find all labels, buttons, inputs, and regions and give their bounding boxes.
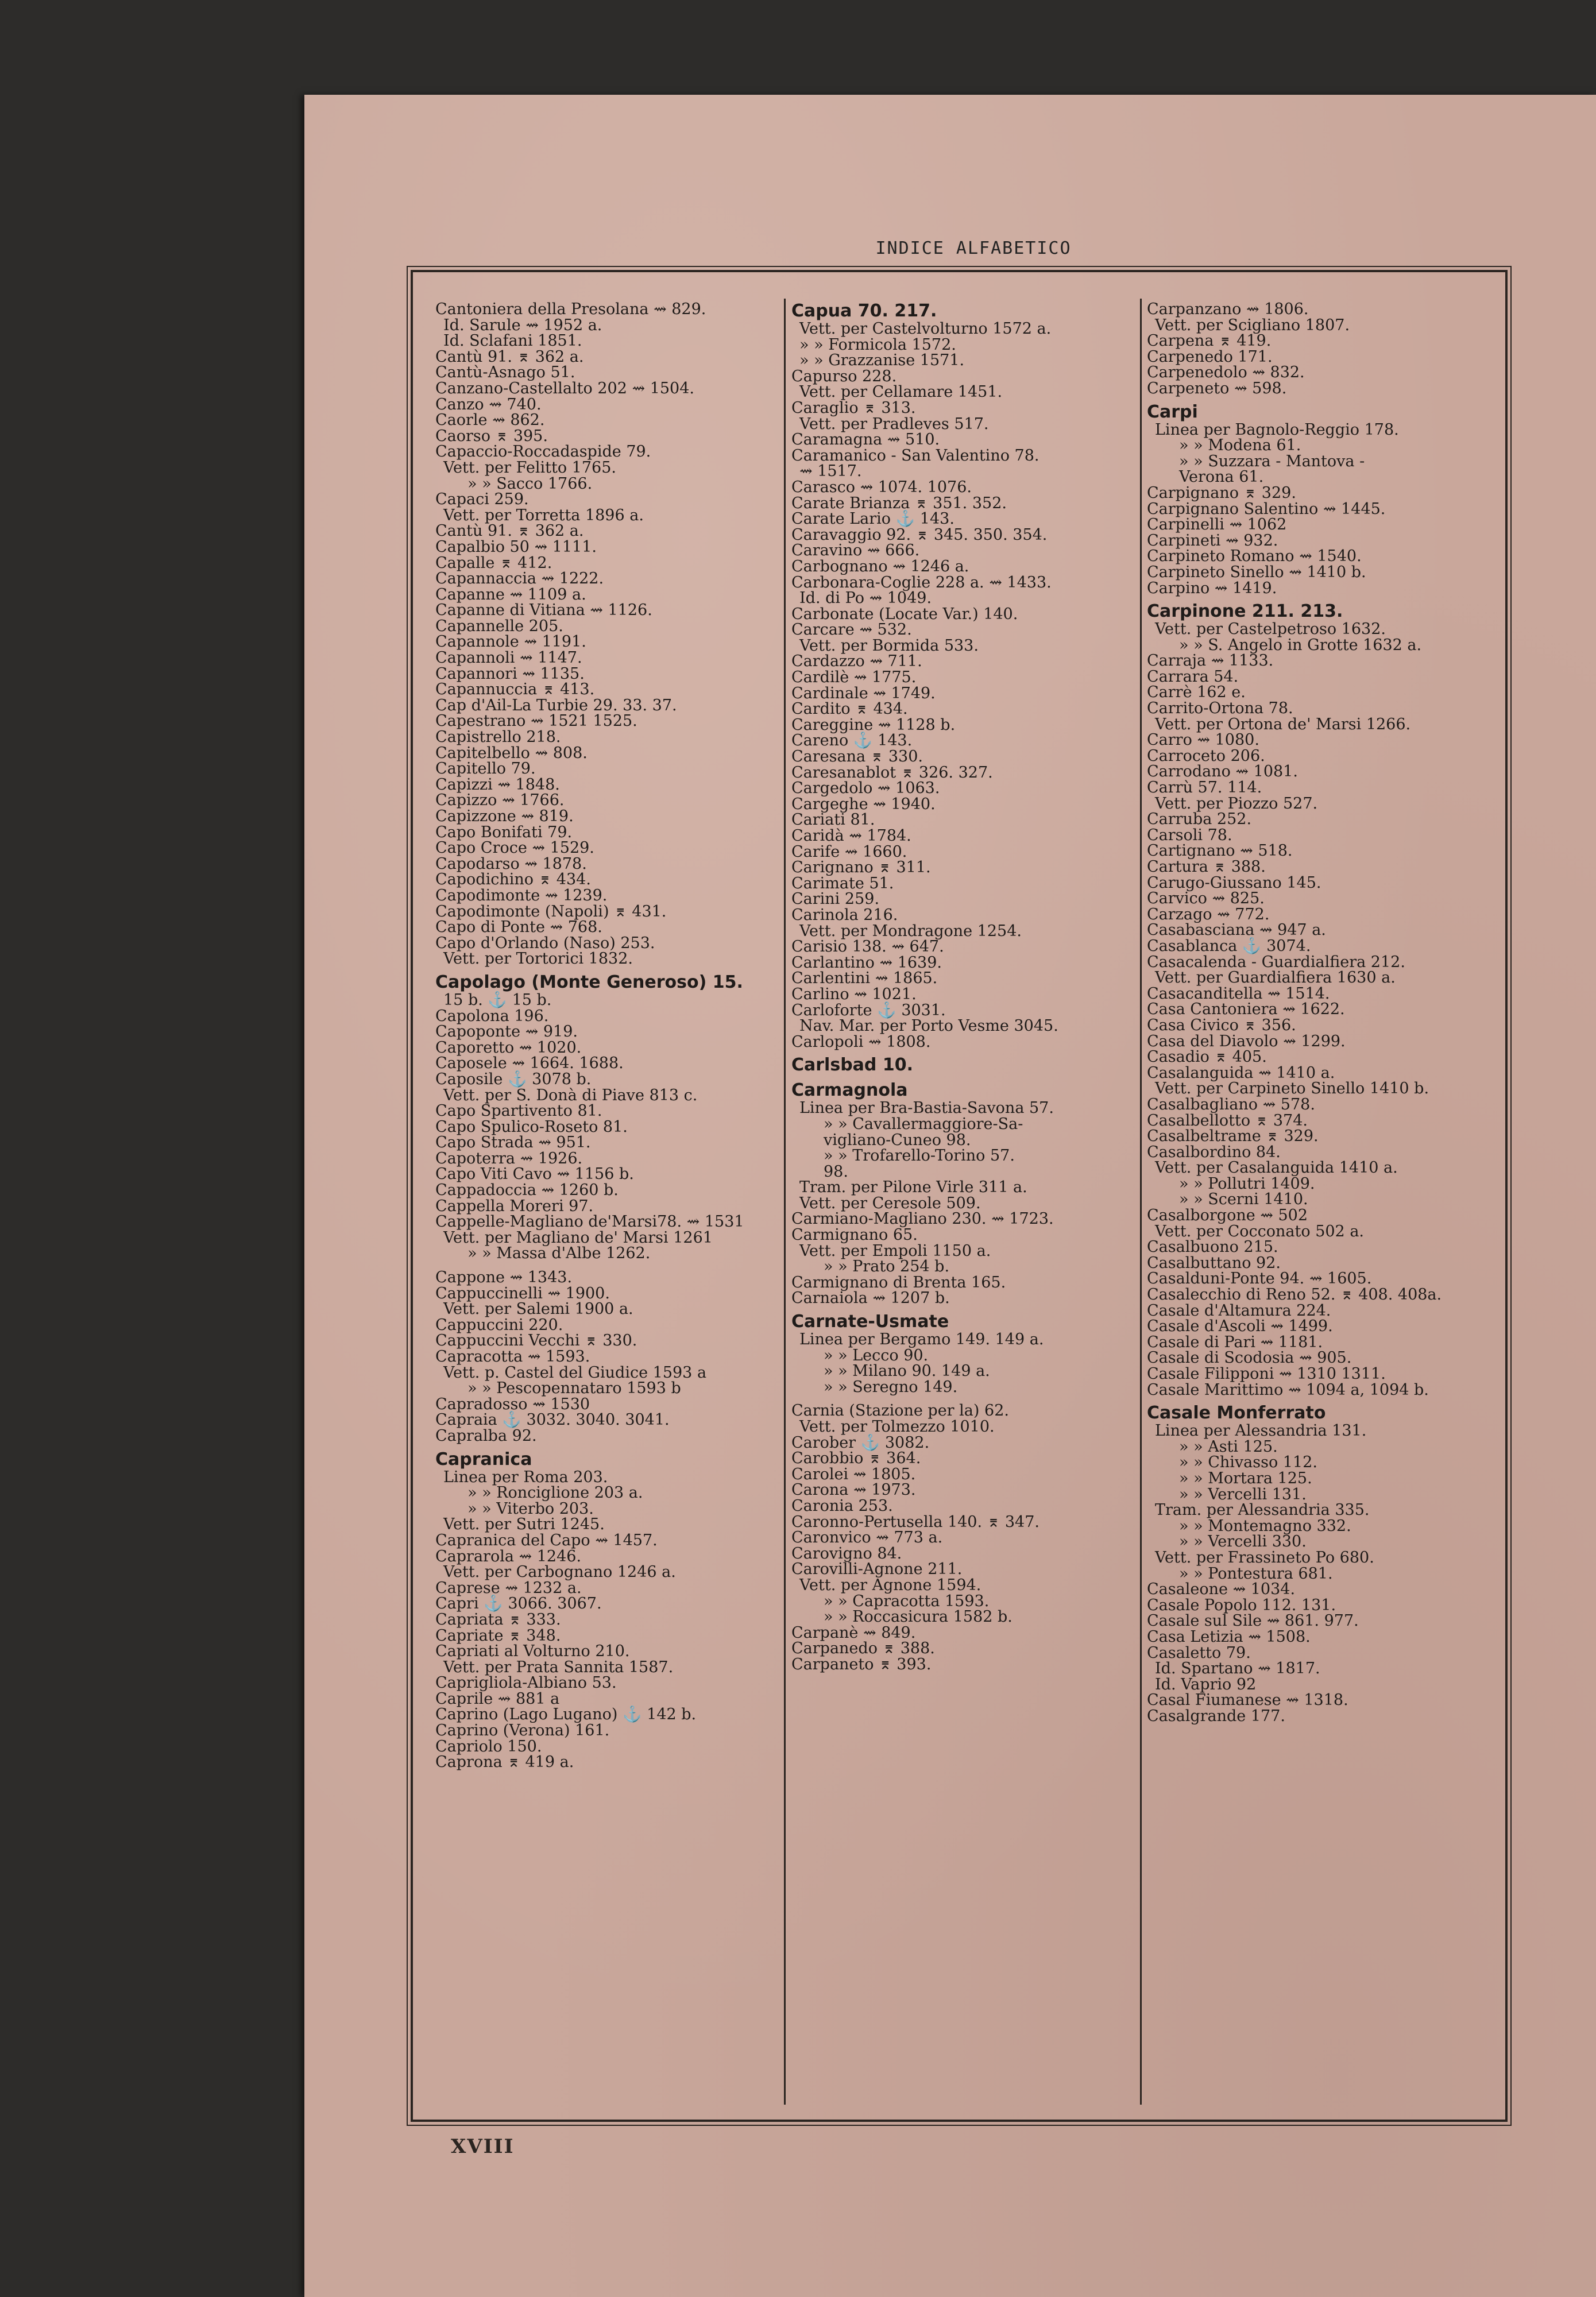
index-entry: Carpinelli ⇝ 1062 [1147, 516, 1287, 534]
index-entry: Casalborgone ⇝ 502 [1147, 1206, 1308, 1225]
index-entry: 98. [824, 1162, 848, 1181]
index-entry: » » Capracotta 1593. [824, 1592, 990, 1610]
index-entry: Carruba 252. [1147, 810, 1252, 829]
index-entry: Capoterra ⇝ 1926. [435, 1149, 583, 1167]
index-entry: Caprona ⌆ 419 a. [435, 1753, 574, 1772]
index-entry: Cardilè ⇝ 1775. [791, 668, 917, 687]
index-entry: Carbognano ⇝ 1246 a. [791, 557, 969, 575]
index-entry: Cardazzo ⇝ 711. [791, 652, 922, 671]
index-entry: » » S. Angelo in Grotte 1632 a. [1179, 636, 1422, 654]
index-entry: Vett. per Guardialfiera 1630 a. [1155, 969, 1396, 987]
index-entry: Carrara 54. [1147, 667, 1239, 686]
index-entry: Caronno-Pertusella 140. ⌆ 347. [791, 1513, 1039, 1531]
index-heading: Carnate-Usmate [791, 1312, 949, 1332]
index-entry: Carini 259. [791, 890, 880, 908]
index-entry: Carpeneto ⇝ 598. [1147, 379, 1287, 397]
index-entry: Capitelbello ⇝ 808. [435, 744, 588, 762]
index-entry: Capitello 79. [435, 760, 536, 778]
index-entry: Carrù 57. 114. [1147, 779, 1262, 797]
index-entry: Cantù 91. ⌆ 362 a. [435, 522, 584, 540]
index-entry: Capodimonte ⇝ 1239. [435, 886, 608, 904]
index-entry: Carlentini ⇝ 1865. [791, 969, 938, 988]
index-entry: Carinola 216. [791, 906, 898, 924]
index-entry: Id. di Po ⇝ 1049. [799, 589, 932, 608]
index-entry: Cap d'Ail-La Turbie 29. 33. 37. [435, 696, 677, 714]
index-entry: Carovilli-Agnone 211. [791, 1560, 963, 1579]
index-entry: Casale d'Ascoli ⇝ 1499. [1147, 1317, 1333, 1336]
index-entry: » » Grazzanise 1571. [799, 351, 965, 370]
index-entry: Carbonara-Coglie 228 a. ⇝ 1433. [791, 573, 1052, 591]
index-entry: Casale sul Sile ⇝ 861. 977. [1147, 1612, 1359, 1630]
index-entry: Careggine ⇝ 1128 b. [791, 716, 956, 734]
index-entry: Carpanè ⇝ 849. [791, 1623, 916, 1642]
index-entry: Vett. per Cocconato 502 a. [1155, 1222, 1364, 1240]
index-entry: Capaci 259. [435, 490, 529, 509]
index-entry: Vett. per Piozzo 527. [1155, 794, 1318, 813]
index-entry: » » Formicola 1572. [799, 335, 956, 354]
index-entry: » » Pollutri 1409. [1179, 1174, 1315, 1193]
index-entry: Capo di Ponte ⇝ 768. [435, 918, 602, 937]
index-entry: » » Pontestura 681. [1179, 1564, 1333, 1583]
index-entry: Linea per Bergamo 149. 149 a. [799, 1331, 1044, 1349]
index-entry: Cantù-Asnago 51. [435, 364, 575, 382]
index-entry: Vett. per Scigliano 1807. [1155, 316, 1350, 334]
index-entry: Casalduni-Ponte 94. ⇝ 1605. [1147, 1270, 1372, 1288]
index-entry: Canzo ⇝ 740. [435, 395, 542, 413]
index-entry: Capaccio-Roccadaspide 79. [435, 443, 651, 461]
index-entry: Caprino (Lago Lugano) ⚓ 142 b. [435, 1706, 697, 1724]
index-column-1 [435, 301, 780, 1770]
index-entry: Linea per Alessandria 131. [1155, 1422, 1367, 1440]
column-divider [1140, 299, 1142, 2105]
index-entry: Capriata ⌆ 333. [435, 1610, 561, 1629]
index-entry: Carpanzano ⇝ 1806. [1147, 300, 1309, 318]
index-entry: Cappadoccia ⇝ 1260 b. [435, 1181, 619, 1200]
index-entry: » » Montemagno 332. [1179, 1517, 1351, 1535]
index-entry: Cargeghe ⇝ 1940. [791, 795, 936, 813]
index-entry: Capriati al Volturno 210. [435, 1642, 630, 1661]
index-entry: » » Chivasso 112. [1179, 1453, 1317, 1472]
index-entry: Casalanguida ⇝ 1410 a. [1147, 1064, 1335, 1082]
index-entry: Casabasciana ⇝ 947 a. [1147, 921, 1326, 939]
index-entry: Caprese ⇝ 1232 a. [435, 1579, 582, 1597]
index-entry: Caposile ⚓ 3078 b. [435, 1070, 592, 1088]
index-entry: Carlopoli ⇝ 1808. [791, 1033, 931, 1051]
index-entry: Cappuccini Vecchi ⌆ 330. [435, 1332, 637, 1350]
index-entry: Carpignano ⌆ 329. [1147, 484, 1296, 502]
index-entry: Casale d'Altamura 224. [1147, 1301, 1331, 1320]
index-entry: Carona ⇝ 1973. [791, 1481, 916, 1499]
index-heading: Carlsbad 10. [791, 1055, 913, 1076]
index-entry: Carife ⇝ 1660. [791, 842, 907, 861]
index-entry: Capo Viti Cavo ⇝ 1156 b. [435, 1165, 634, 1184]
index-entry: » » Seregno 149. [824, 1378, 958, 1396]
index-entry: Carate Brianza ⌆ 351. 352. [791, 494, 1007, 512]
index-entry: Casa Civico ⌆ 356. [1147, 1016, 1296, 1034]
index-entry: Carpineto Romano ⇝ 1540. [1147, 547, 1362, 566]
index-entry: Vett. per Pradleves 517. [799, 415, 989, 433]
index-entry: Vett. per Castelvolturno 1572 a. [799, 320, 1052, 338]
index-entry: Vett. per Frassineto Po 680. [1155, 1548, 1374, 1567]
index-entry: Verona 61. [1179, 468, 1264, 486]
index-entry: » » Scerni 1410. [1179, 1190, 1308, 1209]
index-entry: Capanne ⇝ 1109 a. [435, 585, 586, 604]
index-entry: Vett. per Ceresole 509. [799, 1194, 981, 1212]
index-entry: Capannoli ⇝ 1147. [435, 649, 582, 667]
index-entry: Capistrello 218. [435, 728, 561, 747]
index-entry: Casalbagliano ⇝ 578. [1147, 1095, 1315, 1113]
index-entry: Capodarso ⇝ 1878. [435, 854, 587, 873]
index-entry: 15 b. ⚓ 15 b. [443, 991, 552, 1009]
index-entry: Capannole ⇝ 1191. [435, 633, 586, 651]
index-entry: Carlino ⇝ 1021. [791, 985, 917, 1003]
index-entry: Capizzi ⇝ 1848. [435, 775, 560, 794]
index-entry: Capalbio 50 ⇝ 1111. [435, 537, 597, 556]
index-entry: Carnia (Stazione per la) 62. [791, 1402, 1009, 1420]
index-entry: Carpignano Salentino ⇝ 1445. [1147, 500, 1386, 518]
index-entry: Capo Bonifati 79. [435, 823, 573, 841]
index-entry: Vett. per Mondragone 1254. [799, 922, 1022, 940]
index-entry: Capannori ⇝ 1135. [435, 664, 585, 683]
index-entry: Vett. p. Castel del Giudice 1593 a [443, 1363, 707, 1382]
index-entry: Caronia 253. [791, 1496, 893, 1515]
index-entry: Carmignano 65. [791, 1226, 918, 1244]
index-heading: Casale Monferrato [1147, 1403, 1326, 1424]
index-entry: Casaletto 79. [1147, 1644, 1251, 1662]
index-entry: Capo Spulico-Roseto 81. [435, 1117, 628, 1136]
index-entry: Vett. per Castelpetroso 1632. [1155, 620, 1386, 639]
index-entry: Vett. per Carbognano 1246 a. [443, 1563, 676, 1581]
index-entry: Vett. per Empoli 1150 a. [799, 1242, 991, 1260]
index-entry: Tram. per Alessandria 335. [1155, 1501, 1370, 1519]
index-entry: » » Trofarello-Torino 57. [824, 1147, 1015, 1165]
index-entry: Carcare ⇝ 532. [791, 621, 912, 639]
index-entry: Capralba 92. [435, 1426, 537, 1445]
column-divider [784, 299, 786, 2105]
index-entry: Carzago ⇝ 772. [1147, 905, 1270, 923]
index-entry: Carvico ⇝ 825. [1147, 890, 1265, 908]
index-entry: Carober ⚓ 3082. [791, 1433, 930, 1452]
page-header: INDICE ALFABETICO [875, 238, 1072, 258]
index-entry: Canzano-Castellalto 202 ⇝ 1504. [435, 379, 694, 397]
index-entry: Vett. per Salemi 1900 a. [443, 1300, 633, 1318]
index-entry: Carrodano ⇝ 1081. [1147, 763, 1298, 781]
index-entry: Careno ⚓ 143. [791, 732, 913, 750]
index-entry: Carrito-Ortona 78. [1147, 699, 1293, 718]
index-entry: Cargedolo ⇝ 1063. [791, 779, 940, 798]
index-entry: Caprile ⇝ 881 a [435, 1689, 560, 1708]
index-entry: Carlantino ⇝ 1639. [791, 953, 942, 972]
index-entry: » » Prato 254 b. [824, 1258, 950, 1276]
index-entry: Casaleone ⇝ 1034. [1147, 1580, 1296, 1599]
index-entry: Carimate 51. [791, 874, 894, 892]
index-entry: Casalbuono 215. [1147, 1238, 1278, 1256]
index-entry: Capo Spartivento 81. [435, 1102, 602, 1120]
index-entry: Cantoniera della Presolana ⇝ 829. [435, 300, 706, 318]
index-entry: Caravino ⇝ 666. [791, 542, 920, 560]
index-entry: Carobbio ⌆ 364. [791, 1449, 921, 1468]
index-entry: Capracotta ⇝ 1593. [435, 1348, 590, 1366]
index-entry: Capizzo ⇝ 1766. [435, 791, 565, 810]
index-entry: Caridà ⇝ 1784. [791, 827, 911, 845]
index-entry: Tram. per Pilone Virle 311 a. [799, 1178, 1027, 1197]
index-entry: Casadio ⌆ 405. [1147, 1048, 1267, 1066]
index-entry: Capranica del Capo ⇝ 1457. [435, 1531, 658, 1549]
index-entry: Vett. per Cellamare 1451. [799, 383, 1003, 401]
index-entry: Capriolo 150. [435, 1737, 542, 1755]
index-entry: Capalle ⌆ 412. [435, 554, 552, 572]
index-entry: Carolei ⇝ 1805. [791, 1465, 916, 1483]
index-entry: Carpaneto ⌆ 393. [791, 1655, 932, 1673]
index-entry: Id. Vaprio 92 [1155, 1675, 1257, 1693]
index-entry: » » Cavallermaggiore-Sa- [824, 1115, 1023, 1133]
index-entry: Casale di Pari ⇝ 1181. [1147, 1333, 1323, 1351]
index-entry: Casalecchio di Reno 52. ⌆ 408. 408a. [1147, 1286, 1442, 1304]
index-entry: Vett. per Torretta 1896 a. [443, 506, 644, 524]
index-entry: Capestrano ⇝ 1521 1525. [435, 712, 637, 730]
index-entry: Capodimonte (Napoli) ⌆ 431. [435, 902, 667, 921]
index-entry: Caposele ⇝ 1664. 1688. [435, 1054, 624, 1073]
index-entry: Casalbordino 84. [1147, 1143, 1281, 1161]
index-entry: Carbonate (Locate Var.) 140. [791, 605, 1018, 623]
index-entry: Carro ⇝ 1080. [1147, 731, 1259, 749]
index-entry: Caporetto ⇝ 1020. [435, 1038, 582, 1057]
page-number: XVIII [451, 2135, 515, 2158]
index-entry: Vett. per Bormida 533. [799, 636, 979, 655]
index-entry: Capolona 196. [435, 1007, 549, 1025]
index-entry: Carovigno 84. [791, 1544, 902, 1563]
index-heading: Carpinone 211. 213. [1147, 601, 1343, 622]
index-entry: » » Ronciglione 203 a. [467, 1484, 643, 1502]
index-entry: Casalbellotto ⌆ 374. [1147, 1111, 1308, 1130]
index-entry: Carpineto Sinello ⇝ 1410 b. [1147, 563, 1366, 581]
index-entry: Casale di Scodosia ⇝ 905. [1147, 1349, 1352, 1367]
index-entry: Capo Strada ⇝ 951. [435, 1134, 591, 1152]
index-entry: Caraglio ⌆ 313. [791, 399, 916, 417]
index-entry: » » Modena 61. [1179, 436, 1301, 455]
index-entry: Cardito ⌆ 434. [791, 700, 908, 718]
index-entry: Carsoli 78. [1147, 826, 1232, 844]
index-entry: » » Suzzara - Mantova - [1179, 452, 1365, 470]
index-entry: Cappella Moreri 97. [435, 1197, 594, 1215]
index-entry: » » Viterbo 203. [467, 1499, 594, 1518]
index-entry: » » Roccasicura 1582 b. [824, 1608, 1013, 1626]
index-entry: Vett. per Tolmezzo 1010. [799, 1418, 995, 1436]
index-entry: Capanne di Vitiana ⇝ 1126. [435, 601, 652, 620]
index-entry: Capraia ⚓ 3032. 3040. 3041. [435, 1411, 670, 1429]
index-entry: Linea per Bagnolo-Reggio 178. [1155, 420, 1399, 439]
index-entry: Casa Cantoniera ⇝ 1622. [1147, 1000, 1345, 1019]
index-entry: Capriate ⌆ 348. [435, 1626, 561, 1645]
index-entry: » » Asti 125. [1179, 1437, 1278, 1456]
index-entry: Cappone ⇝ 1343. [435, 1269, 573, 1287]
index-entry: » » Vercelli 330. [1179, 1533, 1307, 1551]
index-heading: Carpi [1147, 401, 1198, 422]
index-entry: Cariati 81. [791, 811, 875, 829]
index-entry: Cartura ⌆ 388. [1147, 858, 1266, 876]
index-column-2 [791, 301, 1136, 1673]
index-entry: Carmignano di Brenta 165. [791, 1273, 1006, 1291]
index-entry: Linea per Roma 203. [443, 1468, 608, 1486]
index-entry: Capradosso ⇝ 1530 [435, 1395, 590, 1413]
index-entry: Cappelle-Magliano de'Marsi78. ⇝ 1531 [435, 1213, 744, 1231]
index-entry: Carate Lario ⚓ 143. [791, 510, 954, 528]
index-entry: Capoponte ⇝ 919. [435, 1023, 578, 1041]
index-entry: Casa Letizia ⇝ 1508. [1147, 1627, 1311, 1646]
index-entry: » » Massa d'Albe 1262. [467, 1244, 651, 1263]
index-entry: Carpino ⇝ 1419. [1147, 579, 1277, 597]
index-entry: Vett. per Agnone 1594. [799, 1576, 981, 1594]
index-entry: Cardinale ⇝ 1749. [791, 684, 936, 702]
index-entry: Carisio 138. ⇝ 647. [791, 938, 944, 956]
index-entry: Casalbuttano 92. [1147, 1254, 1281, 1272]
index-entry: Caramanico - San Valentino 78. [791, 446, 1039, 465]
index-entry: » » Pescopennataro 1593 b [467, 1379, 681, 1398]
index-entry: Carpineti ⇝ 932. [1147, 531, 1278, 550]
index-entry: Vett. per Casalanguida 1410 a. [1155, 1159, 1398, 1177]
index-entry: Carroceto 206. [1147, 747, 1265, 765]
index-entry: Id. Spartano ⇝ 1817. [1155, 1660, 1320, 1678]
index-entry: Casale Marittimo ⇝ 1094 a, 1094 b. [1147, 1380, 1429, 1399]
index-entry: Carugo-Giussano 145. [1147, 873, 1321, 892]
index-entry: Nav. Mar. per Porto Vesme 3045. [799, 1017, 1058, 1035]
index-entry: Cappuccini 220. [435, 1316, 563, 1334]
index-entry: Cartignano ⇝ 518. [1147, 842, 1293, 860]
index-entry: Casalbeltrame ⌆ 329. [1147, 1127, 1319, 1146]
index-heading: Carmagnola [791, 1080, 908, 1101]
index-entry: Caresanablot ⌆ 326. 327. [791, 763, 993, 782]
index-entry: Capannaccia ⇝ 1222. [435, 570, 604, 588]
index-entry: Carasco ⇝ 1074. 1076. [791, 478, 972, 496]
index-entry: Carraja ⇝ 1133. [1147, 652, 1274, 670]
index-entry: Vett. per Felitto 1765. [443, 458, 616, 477]
index-entry: Casale Popolo 112. 131. [1147, 1596, 1336, 1614]
index-entry: Caprino (Verona) 161. [435, 1722, 610, 1740]
index-heading: Capolago (Monte Generoso) 15. [435, 972, 743, 992]
index-entry: Caorso ⌆ 395. [435, 427, 548, 445]
index-entry: Caramagna ⇝ 510. [791, 431, 940, 449]
index-heading: Capranica [435, 1449, 532, 1470]
index-entry: Casalgrande 177. [1147, 1707, 1285, 1725]
index-entry: Carmiano-Magliano 230. ⇝ 1723. [791, 1210, 1054, 1228]
index-entry: Carpenedo 171. [1147, 347, 1273, 366]
index-entry: Casablanca ⚓ 3074. [1147, 937, 1311, 955]
index-entry: Vett. per Ortona de' Marsi 1266. [1155, 715, 1411, 733]
index-entry: Carpanedo ⌆ 388. [791, 1639, 935, 1658]
index-entry: » » Milano 90. 149 a. [824, 1362, 990, 1380]
index-entry: Capo d'Orlando (Naso) 253. [435, 934, 655, 952]
index-entry: Caprarola ⇝ 1246. [435, 1547, 582, 1565]
index-entry: Carloforte ⚓ 3031. [791, 1001, 946, 1019]
index-entry: Capo Croce ⇝ 1529. [435, 839, 594, 857]
index-entry: vigliano-Cuneo 98. [824, 1131, 971, 1149]
index-entry: » » Vercelli 131. [1179, 1485, 1307, 1503]
index-entry: Capurso 228. [791, 367, 897, 385]
index-entry: Vett. per Tortorici 1832. [443, 950, 633, 968]
index-entry: Caronvico ⇝ 773 a. [791, 1529, 943, 1547]
index-entry: Id. Sclafani 1851. [443, 332, 582, 350]
index-entry: » » Lecco 90. [824, 1346, 929, 1364]
index-entry: Caorle ⇝ 862. [435, 411, 545, 430]
index-entry: Vett. per Sutri 1245. [443, 1515, 605, 1534]
index-entry: Caresana ⌆ 330. [791, 748, 923, 766]
index-entry: Vett. per Prata Sannita 1587. [443, 1658, 674, 1676]
index-entry: Carpena ⌆ 419. [1147, 332, 1272, 350]
index-entry: Cantù 91. ⌆ 362 a. [435, 347, 584, 366]
index-entry: Carignano ⌆ 311. [791, 859, 931, 877]
index-entry: Cappuccinelli ⇝ 1900. [435, 1284, 610, 1302]
index-entry: Casal Fiumanese ⇝ 1318. [1147, 1691, 1348, 1710]
index-entry: Capodichino ⌆ 434. [435, 871, 591, 889]
index-entry: Caprigliola-Albiano 53. [435, 1674, 617, 1692]
index-entry: » » Mortara 125. [1179, 1469, 1312, 1487]
index-entry: » » Sacco 1766. [467, 474, 593, 493]
index-entry: Linea per Bra-Bastia-Savona 57. [799, 1099, 1054, 1117]
index-entry: Vett. per Magliano de' Marsi 1261 [443, 1228, 713, 1247]
index-entry: Capannelle 205. [435, 617, 563, 635]
index-entry: Vett. per S. Donà di Piave 813 c. [443, 1086, 698, 1104]
index-entry: Carnaiola ⇝ 1207 b. [791, 1289, 950, 1308]
index-entry: Capri ⚓ 3066. 3067. [435, 1595, 602, 1613]
index-column-3 [1147, 301, 1491, 1724]
index-entry: ⇝ 1517. [799, 462, 862, 481]
index-entry: Capizzone ⇝ 819. [435, 807, 574, 825]
index-heading: Capua 70. 217. [791, 301, 937, 321]
index-entry: Casa del Diavolo ⇝ 1299. [1147, 1032, 1346, 1050]
index-entry: Id. Sarule ⇝ 1952 a. [443, 316, 602, 334]
index-entry: Casacanditella ⇝ 1514. [1147, 984, 1330, 1003]
index-entry: Capannuccia ⌆ 413. [435, 680, 595, 699]
index-entry: Caravaggio 92. ⌆ 345. 350. 354. [791, 525, 1048, 544]
index-entry: Casale Filipponi ⇝ 1310 1311. [1147, 1365, 1386, 1383]
index-entry: Carpenedolo ⇝ 832. [1147, 364, 1305, 382]
index-entry: Vett. per Carpineto Sinello 1410 b. [1155, 1080, 1429, 1098]
index-entry: Casacalenda - Guardialfiera 212. [1147, 953, 1405, 971]
index-entry: Carrè 162 e. [1147, 683, 1246, 702]
